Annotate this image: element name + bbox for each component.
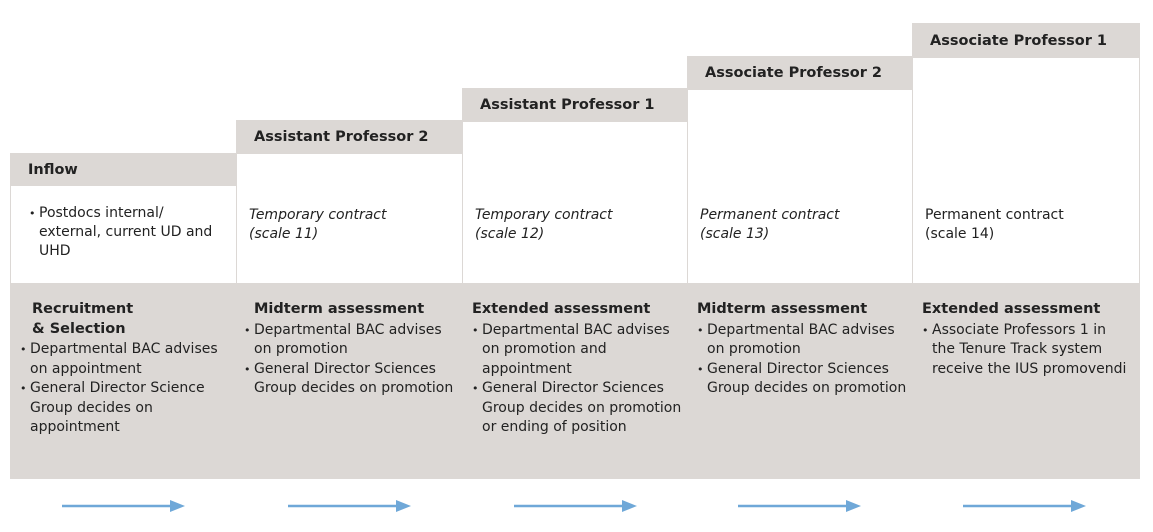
contract-scale: (scale 11) — [249, 226, 319, 242]
contract-scale: (scale 13) — [700, 226, 770, 242]
assessment-item: • Departmental BAC advises on promotion — [697, 321, 909, 360]
assessment-extended-1 — [472, 300, 684, 438]
assessment-title: Extended assessment — [472, 301, 651, 317]
assessment-item: • General Director Sciences Group decides on promotion — [697, 360, 909, 399]
arrow-head-3 — [622, 500, 637, 512]
progression-arrows — [0, 490, 1153, 520]
stage-header-assistant-professor-2: Assistant Professor 2 — [236, 120, 463, 154]
assessment-item: • Departmental BAC advises on appointment — [20, 340, 230, 379]
arrow-head-4 — [846, 500, 861, 512]
assessment-item: • General Director Sciences Group decides on promotion or ending of position — [472, 379, 684, 438]
inflow-bullet: • Postdocs internal/ external, current UD and UHD — [29, 204, 224, 261]
assessment-item: • Associate Professors 1 in the Tenure Track system receive the IUS promovendi — [922, 321, 1127, 380]
assessment-item: • General Director Sciences Group decides on promotion — [244, 360, 456, 399]
assessment-item: • Departmental BAC advises on promotion and appointment — [472, 321, 684, 380]
stage-cell-associate-professor-2 — [687, 90, 913, 283]
stage-cell-assistant-professor-2 — [236, 154, 463, 283]
contract-scale: (scale 14) — [925, 226, 995, 242]
stage-cell-assistant-professor-1 — [462, 122, 688, 283]
assessment-item: • General Director Science Group decides on appointment — [20, 379, 230, 438]
contract-type: Temporary contract — [475, 207, 613, 223]
arrow-head-5 — [1071, 500, 1086, 512]
stage-header-associate-professor-2: Associate Professor 2 — [687, 56, 913, 90]
assessment-recruitment — [20, 300, 230, 438]
assessment-extended-2 — [922, 300, 1127, 379]
arrow-head-2 — [396, 500, 411, 512]
stage-cell-inflow — [10, 186, 237, 283]
assessment-title: Midterm assessment — [254, 301, 425, 317]
contract-type: Permanent contract — [925, 207, 1064, 223]
assessment-item: • Departmental BAC advises on promotion — [244, 321, 456, 360]
stage-header-inflow: Inflow — [10, 153, 237, 186]
stage-header-associate-professor-1: Associate Professor 1 — [912, 23, 1140, 58]
arrow-head-1 — [170, 500, 185, 512]
contract-type: Temporary contract — [249, 207, 387, 223]
assessment-midterm-2 — [697, 300, 909, 399]
contract-type: Permanent contract — [700, 207, 840, 223]
stage-cell-associate-professor-1 — [912, 58, 1140, 283]
assessment-title: Extended assessment — [922, 301, 1101, 317]
assessment-midterm-1 — [244, 300, 456, 399]
arrow-group — [62, 500, 1086, 512]
assessment-title: Recruitment & Selection — [32, 301, 134, 337]
contract-scale: (scale 12) — [475, 226, 545, 242]
assessment-title: Midterm assessment — [697, 301, 868, 317]
stage-header-assistant-professor-1: Assistant Professor 1 — [462, 88, 688, 122]
